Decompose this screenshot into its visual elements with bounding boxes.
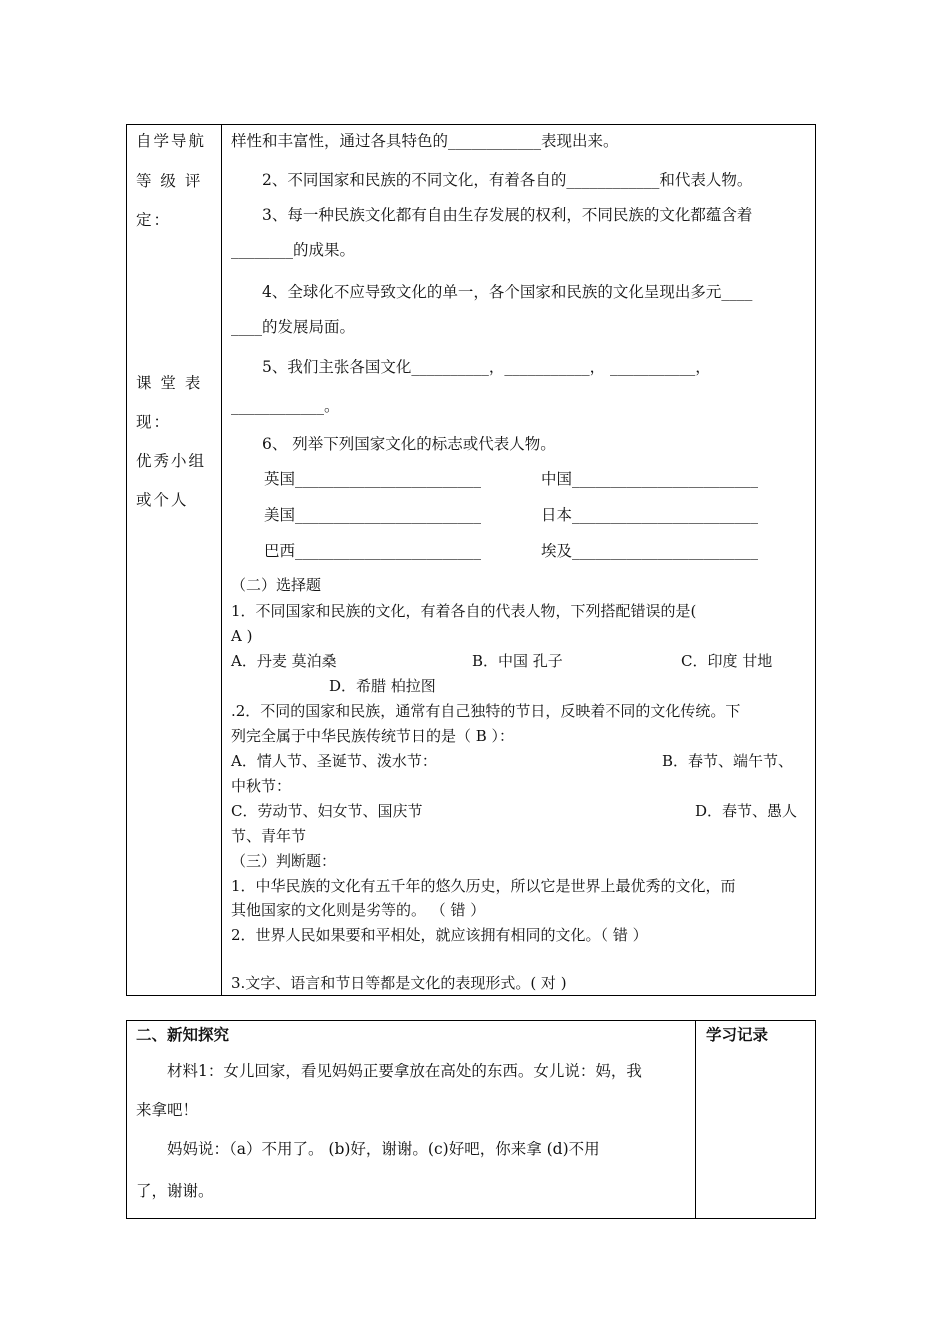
section-choice-heading: （二）选择题 [231,576,322,594]
choice-q1-option-c: C．印度 甘地 [681,652,773,670]
fill-question-4: 4、全球化不应导致文化的单一，各个国家和民族的文化呈现出多元____ [262,283,753,301]
fill-question-5-cont: ____________。 [231,397,340,415]
table2-right-border [815,1020,816,1219]
judge-q1: 1．中华民族的文化有五千年的悠久历史，所以它是世界上最优秀的文化，而 [231,877,736,895]
left-label-grade: 等 级 评 [136,172,203,190]
mother-reply: 妈妈说：（a）不用了。 (b)好，谢谢。(c)好吧，你来拿 (d)不用 [167,1140,600,1158]
choice-q1-answer: A ) [231,627,253,645]
left-label-individual: 或个人 [136,491,189,509]
choice-q2-option-b-cont: 中秋节： [231,777,292,795]
country-brazil: 巴西________________________ [264,542,482,560]
left-label-class: 课 堂 表 [136,374,203,392]
choice-q1-option-a: A．丹麦 莫泊桑 [231,652,337,670]
table1-right-border [815,124,816,996]
left-label-grade-2: 定： [136,211,172,229]
judge-q1-cont: 其他国家的文化则是劣等的。 （ 错 ） [231,901,486,919]
choice-q2-option-d-cont: 节、青年节 [231,827,307,845]
country-egypt: 埃及________________________ [541,542,759,560]
table2-left-border [126,1020,127,1219]
table1-top-border [126,124,816,125]
fill-question-5: 5、我们主张各国文化__________，___________， ___________， [262,358,711,376]
choice-q2-option-a: A．情人节、圣诞节、泼水节： [231,752,437,770]
choice-q2-option-b: B．春节、端午节、 [662,752,794,770]
table1-divider [221,124,222,996]
left-label-class-2: 现： [136,413,172,431]
country-usa: 美国________________________ [264,506,482,524]
left-label-excellent: 优秀小组 [136,452,207,470]
choice-q2-option-c: C．劳动节、妇女节、国庆节 [231,802,423,820]
choice-q2: .2．不同的国家和民族，通常有自己独特的节日，反映着不同的文化传统。下 [231,702,741,720]
fill-question-6: 6、 列举下列国家文化的标志或代表人物。 [262,435,556,453]
study-record-heading: 学习记录 [706,1025,769,1044]
left-label-self-study: 自学导航 [136,132,207,150]
section-judge-heading: （三）判断题： [231,852,337,870]
choice-q2-option-d: D．春节、愚人 [695,802,798,820]
table2-divider [695,1020,696,1219]
fill-question-3: 3、每一种民族文化都有自由生存发展的权利，不同民族的文化都蕴含着 [262,206,753,224]
choice-q1-option-b: B．中国 孔子 [472,652,563,670]
country-japan: 日本________________________ [541,506,759,524]
material-1: 材料1：女儿回家，看见妈妈正要拿放在高处的东西。女儿说：妈，我 [167,1062,642,1080]
fill-line-1: 样性和丰富性，通过各具特色的____________表现出来。 [231,132,619,150]
country-uk: 英国________________________ [264,470,482,488]
choice-q1-option-d: D．希腊 柏拉图 [329,677,436,695]
fill-question-2: 2、不同国家和民族的不同文化，有着各自的____________和代表人物。 [262,171,753,189]
judge-q2: 2．世界人民如果要和平相处，就应该拥有相同的文化。（ 错 ） [231,926,648,944]
choice-q2-cont: 列完全属于中华民族传统节日的是（ B ）： [231,727,515,745]
table2-top-border [126,1020,816,1021]
judge-q3: 3.文字、语言和节日等都是文化的表现形式。( 对 ) [231,974,567,992]
table1-left-border [126,124,127,996]
country-china: 中国________________________ [541,470,759,488]
material-1-cont: 来拿吧！ [136,1101,199,1119]
table1-bottom-border [126,995,816,996]
mother-reply-cont: 了，谢谢。 [136,1182,214,1200]
new-knowledge-heading: 二、新知探究 [136,1025,230,1044]
table2-bottom-border [126,1218,816,1219]
fill-question-4-cont: ____的发展局面。 [231,318,356,336]
fill-question-3-cont: ________的成果。 [231,241,356,259]
choice-q1: 1．不同国家和民族的文化，有着各自的代表人物，下列搭配错误的是( [231,602,697,620]
